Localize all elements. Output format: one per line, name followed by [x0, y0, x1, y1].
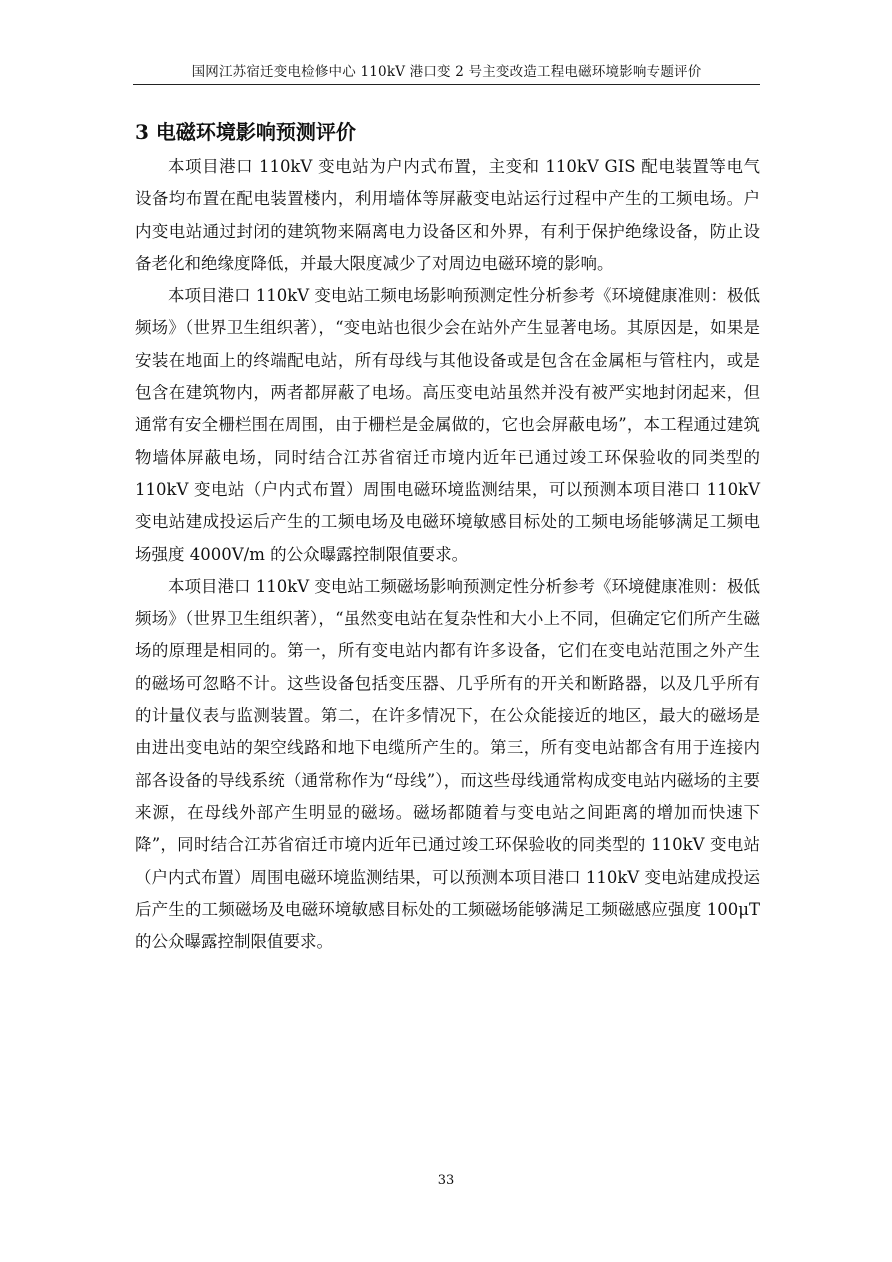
body-text: [135, 151, 760, 958]
section-title: 3 电磁环境影响预测评价: [135, 120, 356, 144]
header-divider: [133, 84, 760, 85]
paragraph-magnetic-field: 本项目港口 110kV 变电站工频磁场影响预测定性分析参考《环境健康准则：极低频场》（世界卫生组织著），“虽然变电站在复杂性和大小上不同，但确定它们所产生磁场的原理是相同的。第一，所有变电站内都有许多设备，它们在变电站范围之外产生的磁场可忽略不计。这些设备包括变压器、几乎所有的开关和断路器，以及几乎所有的计量仪表与监测装置。第二，在许多情况下，在公众能接近的地区，最大的磁场是由进出变电站的架空线路和地下电缆所产生的。第三，所有变电站都含有用于连接内部各设备的导线系统（通常称作为“母线”），而这些母线通常构成变电站内磁场的主要来源，在母线外部产生明显的磁场。磁场都随着与变电站之间距离的增加而快速下降”，同时结合江苏省宿迁市境内近年已通过竣工环保验收的同类型的 110kV 变电站（户内式布置）周围电磁环境监测结果，可以预测本项目港口 110kV 变电站建成投运后产生的工频磁场及电磁环境敏感目标处的工频磁场能够满足工频磁感应强度 100μT 的公众曝露控制限值要求。: [135, 576, 760, 952]
paragraph-electric-field: 本项目港口 110kV 变电站工频电场影响预测定性分析参考《环境健康准则：极低频场》（世界卫生组织著），“变电站也很少会在站外产生显著电场。其原因是，如果是安装在地面上的终端配电站，所有母线与其他设备或是包含在金属柜与管柱内，或是包含在建筑物内，两者都屏蔽了电场。高压变电站虽然并没有被严实地封闭起来，但通常有安全栅栏围在周围，由于栅栏是金属做的，它也会屏蔽电场”，本工程通过建筑物墙体屏蔽电场，同时结合江苏省宿迁市境内近年已通过竣工环保验收的同类型的 110kV 变电站（户内式布置）周围电磁环境监测结果，可以预测本项目港口 110kV 变电站建成投运后产生的工频电场及电磁环境敏感目标处的工频电场能够满足工频电场强度 4000V/m 的公众曝露控制限值要求。: [135, 286, 760, 564]
page-header-title: 国网江苏宿迁变电检修中心 110kV 港口变 2 号主变改造工程电磁环境影响专题评价: [191, 64, 702, 80]
page-number: 33: [437, 1173, 455, 1188]
paragraph-indoor-layout: 本项目港口 110kV 变电站为户内式布置，主变和 110kV GIS 配电装置等电气设备均布置在配电装置楼内，利用墙体等屏蔽变电站运行过程中产生的工频电场。户内变电站通过封闭的建筑物来隔离电力设备区和外界，有利于保护绝缘设备，防止设备老化和绝缘度降低，并最大限度减少了对周边电磁环境的影响。: [135, 157, 760, 273]
